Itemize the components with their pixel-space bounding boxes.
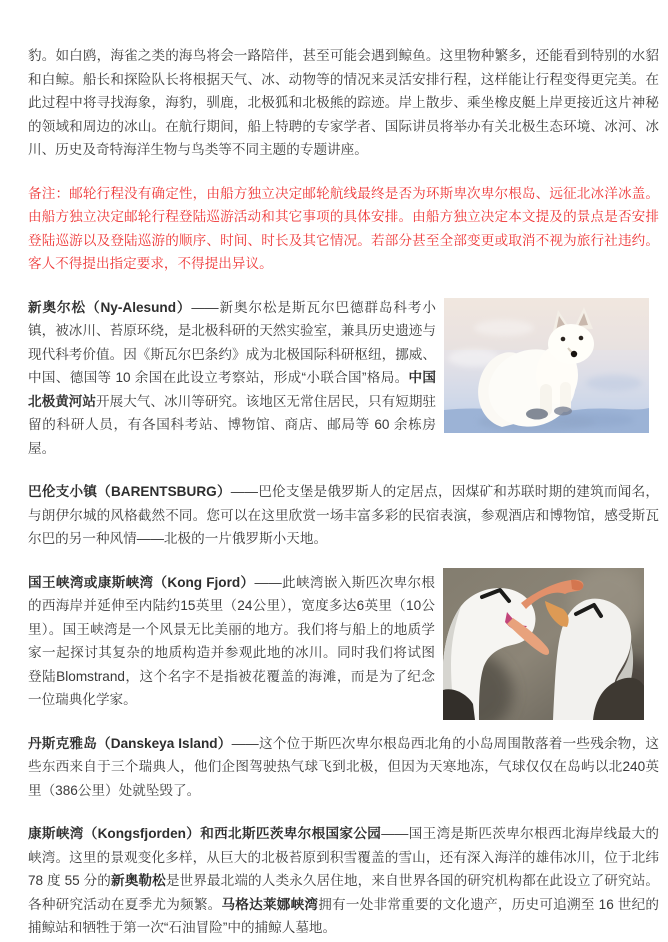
section-heading-text: 康斯峡湾（Kongsfjorden）和西北斯匹茨卑尔根国家公园 — [28, 826, 382, 841]
section-danskeya-island — [28, 732, 659, 803]
section-heading-text: 新奥勒松 — [111, 873, 166, 888]
section-heading-text: 中国北极黄河站 — [28, 370, 436, 409]
section-body-text: 开展大气、冰川等研究。该地区无常住居民，只有短期驻留的科研人员，有各国科考站、博物馆、商店、邮局等 60 余栋房屋。 — [28, 393, 437, 456]
section-body-text: ——此峡湾嵌入斯匹次卑尔根的西海岸并延伸至内陆约15英里（24公里），宽度多达6英里（10公里）。国王峡湾是一个风景无比美丽的地方。我们将与船上的地质学家一起探讨其复杂的地质构造并参观此地的冰川。同时我们将试图登陆Blomstrand，这个名字不是指被花覆盖的海滩，而是为了纪念一位瑞典化学家。 — [28, 574, 436, 707]
section-body-text: ——新奥尔松是斯瓦尔巴德群岛科考小镇，被冰川、苔原环绕，是北极科研的天然实验室，兼具历史遗迹与现代科考价值。因《斯瓦尔巴条约》成为北极国际科研枢纽，挪威、中国、德国等 10 余国在此设立考察站，形成“小联合国”格局。 — [28, 299, 437, 385]
sections-container — [28, 296, 659, 940]
section-body-text: ——这个位于斯匹次卑尔根岛西北角的小岛周围散落着一些残余物，这些东西来自于三个瑞典人，他们企图驾驶热气球飞到北极，但因为天寒地冻，气球仅仅在岛屿以北240英里（386公里）处就坠毁了。 — [28, 735, 660, 798]
section-heading-text: 国王峡湾或康斯峡湾（Kong Fjord） — [28, 574, 255, 590]
albatross-pair-photo — [443, 568, 644, 720]
section-body-text: ——国王湾是斯匹茨卑尔根西北海岸线最大的峡湾。这里的景观变化多样，从巨大的北极苔原到积雪覆盖的雪山，还有深入海洋的雄伟冰川，位于北纬 78 度 55 分的 — [28, 826, 659, 888]
section-heading-text: 巴伦支小镇（BARENTSBURG） — [28, 484, 231, 499]
section-barentsburg — [28, 480, 659, 551]
albatross-pair-illustration — [443, 568, 644, 720]
section-ny-alesund — [28, 296, 659, 461]
section-body-text: 是世界最北端的人类永久居住地，来自世界各国的研究机构都在此设立了研究站。各种研究活动在夏季尤为频繁。 — [28, 873, 660, 912]
section-heading-text: 丹斯克雅岛（Danskeya Island） — [28, 735, 232, 751]
section-heading-text: 马格达莱娜峡湾 — [221, 896, 319, 912]
arctic-fox-photo — [444, 298, 649, 433]
intro-paragraph: 豹。如白鸥，海雀之类的海鸟将会一路陪伴，甚至可能会遇到鲸鱼。这里物种繁多，还能看到特别的水貂和白鲸。船长和探险队长将根据天气、冰、动物等的情况来灵活安排行程，这样能让行程变得更完美。在此过程中将寻找海象，海豹，驯鹿，北极狐和北极熊的踪迹。岸上散步、乘坐橡皮艇上岸更接近这片神秘的领域和周边的冰山。在航行期间，船上特聘的专家学者、国际讲员将举办有关北极生态环境、冰河、冰川、历史及奇特海洋生物与鸟类等不同主题的专题讲座。 — [28, 48, 659, 157]
section-kong-fjord — [28, 571, 659, 712]
section-body-text: ——巴伦支堡是俄罗斯人的定居点，因煤矿和苏联时期的建筑而闻名，与朗伊尔城的风格截然不同。您可以在这里欣赏一场丰富多彩的民宿表演，参观酒店和博物馆，感受斯瓦尔巴的另一种风情——北极的一片俄罗斯小天地。 — [28, 484, 660, 546]
section-kongsfjorden — [28, 822, 659, 940]
section-body-text: 拥有一处非常重要的文化遗产，历史可追溯至 16 世纪的捕鲸站和牺牲于第一次“石油冒险”中的捕鲸人墓地。 — [28, 896, 659, 935]
notice-paragraph: 备注：邮轮行程没有确定性，由船方独立决定邮轮航线最终是否为环斯卑次卑尔根岛、远征北冰洋冰盖。由船方独立决定邮轮行程登陆巡游活动和其它事项的具体安排。由船方独立决定本文提及的景点是否安排登陆巡游以及登陆巡游的顺序、时间、时长及其它情况。若部分甚至全部变更或取消不视为旅行社违约。客人不得提出指定要求，不得提出异议。 — [28, 185, 659, 271]
section-heading-text: 新奥尔松（Ny-Alesund） — [28, 299, 192, 315]
arctic-fox-illustration — [444, 298, 649, 433]
